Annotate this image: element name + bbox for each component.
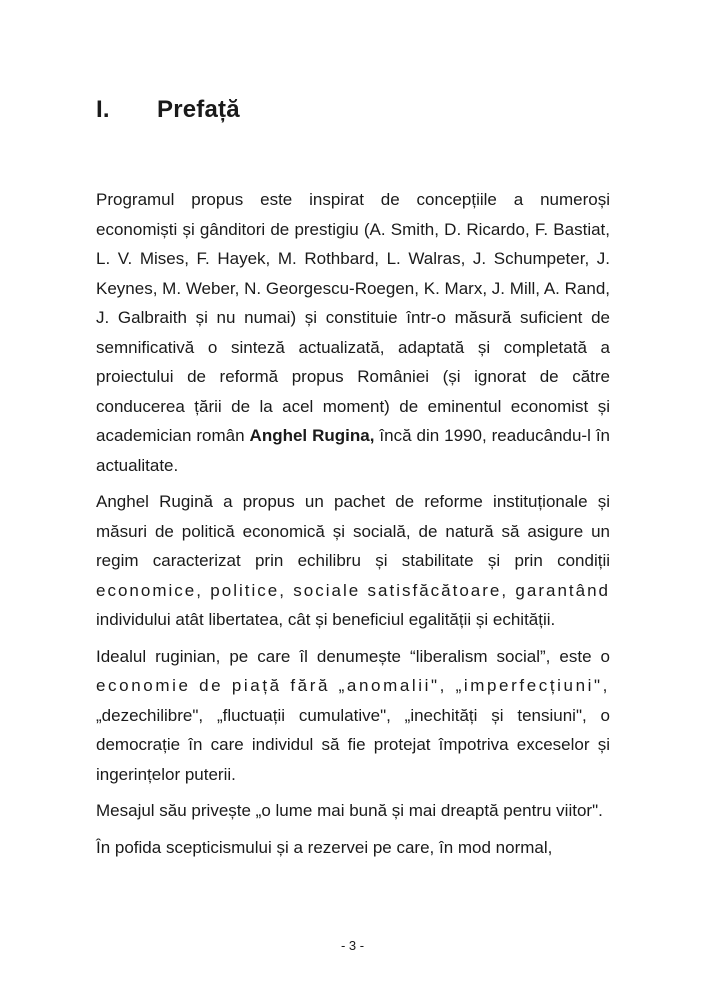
paragraph-3-line-c: „dezechilibre", „fluctuații cumulative", „inechități și tensiuni", o democrație în care individul să fie protejat împotriva exceselor și ingerințelor puterii. bbox=[96, 705, 610, 784]
chapter-title: Prefață bbox=[157, 96, 240, 123]
paragraph-5: În pofida scepticismului și a rezervei pe care, în mod normal, bbox=[96, 837, 553, 857]
paragraph-3 bbox=[96, 642, 610, 790]
paragraph-4: Mesajul său privește „o lume mai bună și mai dreaptă pentru viitor". bbox=[96, 801, 603, 820]
paragraph-1 bbox=[96, 185, 610, 480]
body-text bbox=[96, 185, 610, 869]
paragraph-2-line-b: economice, politice, sociale satisfăcătoare, garantând bbox=[96, 580, 610, 600]
paragraph-2-line-c: individului atât libertatea, cât și beneficiul egalității și echității. bbox=[96, 610, 556, 629]
paragraph-3-line-a: Idealul ruginian, pe care îl denumește “liberalism social”, este o bbox=[96, 646, 610, 666]
chapter-heading bbox=[96, 96, 240, 124]
paragraph-2 bbox=[96, 487, 610, 635]
paragraph-3-line-b: economie de piață fără „anomalii", „imperfecțiuni", bbox=[96, 676, 610, 695]
paragraph-1-end: încă din 1990, readucându-l în actualitate. bbox=[96, 426, 611, 475]
page-number: - 3 - bbox=[340, 938, 365, 953]
paragraph-2-line-a: Anghel Rugină a propus un pachet de reforme instituționale și măsuri de politică economică și socială, de natură să asigure un regim caracterizat prin echilibru și stabilitate și prin condiții bbox=[96, 492, 610, 570]
chapter-number: I. bbox=[96, 96, 110, 123]
author-name: Anghel Rugina, bbox=[249, 426, 375, 445]
paragraph-1-text: Programul propus este inspirat de concepțiile a numeroși economiști și gânditori de prestigiu (A. Smith, D. Ricardo, F. Bastiat, L. V. Mises, F. Hayek, M. Rothbard, L. Walras, J. Schumpeter, J. Keynes, M. Weber, N. Georgescu-Roegen, K. Marx, J. Mill, A. Rand, J. Galbraith și nu numai) și constituie într-o măsură suficient de semnificativă o sinteză actualizată, adaptată și completată a proiectului de reformă propus României (și ignorat de către conducerea țării de la acel moment) de eminentul economist și academician român bbox=[96, 190, 610, 445]
